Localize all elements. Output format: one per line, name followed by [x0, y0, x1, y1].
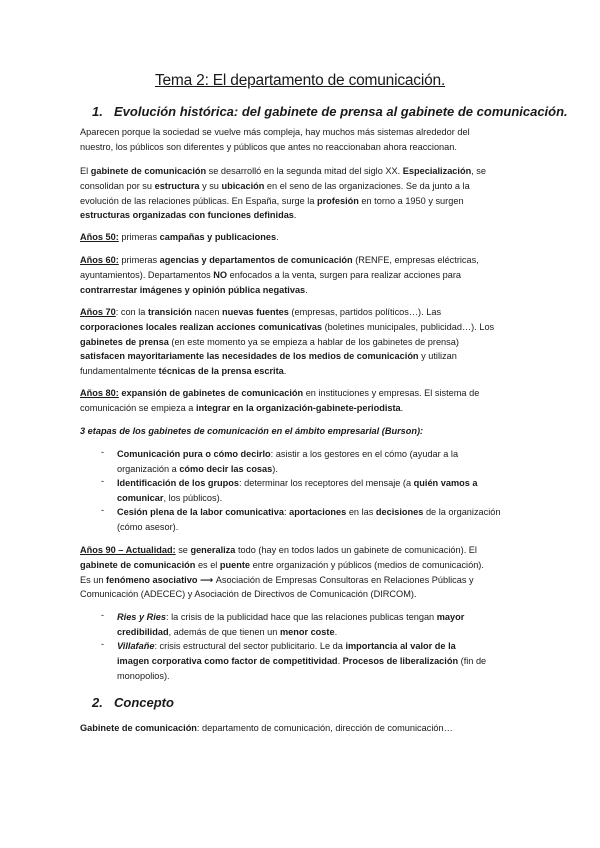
anos-50-label: Años 50:	[80, 232, 119, 242]
list-item-cesion-plena: Cesión plena de la labor comunicativa: aportaciones en las decisiones de la organización (cómo asesor).	[117, 507, 501, 532]
anos-70-label: Años 70	[80, 307, 116, 317]
anos-50-paragraph: Años 50: primeras campañas y publicaciones.	[80, 232, 279, 242]
section-2-number: 2.	[92, 695, 103, 710]
section-1-heading	[92, 104, 568, 119]
concepto-paragraph: Gabinete de comunicación: departamento de comunicación, dirección de comunicación…	[80, 723, 453, 733]
list-bullet: -	[101, 610, 105, 620]
page-title: Tema 2: El departamento de comunicación.	[154, 72, 446, 89]
anos-80-label: Años 80:	[80, 388, 119, 398]
anos-70-paragraph: Años 70: con la transición nacen nuevas fuentes (empresas, partidos políticos…). Las corporaciones locales realizan acciones comunicativas (boletines municipales, publicidad…). Los gabinetes de prensa (en este momento ya se empieza a hablar de los gabinetes de prensa) satisfacen mayoritariamente las necesidades de los medios de comunicación y utilizan fundamentalmente técnicas de la prensa escrita.	[80, 307, 495, 377]
section-2-heading	[92, 695, 174, 710]
list-bullet: -	[101, 639, 105, 649]
section-1-title: Evolución histórica: del gabinete de prensa al gabinete de comunicación.	[114, 104, 568, 119]
arrow-icon: ⟶	[197, 574, 216, 585]
anos-90-label: Años 90 – Actualidad:	[80, 545, 176, 555]
list-bullet: -	[101, 476, 105, 486]
anos-90-paragraph: Años 90 – Actualidad: se generaliza todo (hay en todos lados un gabinete de comunicación). El gabinete de comunicación es el puente entre organización y públicos (medios de comunicación). Es un fenómeno asociativo ⟶ Asociación de Empresas Consultoras en Relaciones Públicas y Comunicación (ADECEC) y Asociación de Directivos de Comunicación (DIRCOM).	[80, 545, 484, 600]
list-item-villafane: Villafañe: crisis estructural del sector publicitario. Le da importancia al valor de la imagen corporativa como factor de competitividad. Procesos de liberalización (fin de monopolios).	[117, 641, 487, 681]
gabinete-paragraph: El gabinete de comunicación se desarrolló en la segunda mitad del siglo XX. Especialización, se consolidan por su estructura y su ubicación en el seno de las organizaciones. Se da junto a la evolución de las relaciones públicas. En España, surge la profesión en torno a 1950 y surgen estructuras organizadas con funciones definidas.	[80, 166, 487, 221]
list-bullet: -	[101, 447, 105, 457]
list-item-comunicacion-pura: Comunicación pura o cómo decirlo: asistir a los gestores en el cómo (ayudar a la organización a cómo decir las cosas).	[117, 449, 459, 474]
anos-60-label: Años 60:	[80, 255, 119, 265]
list-item-ries-y-ries: Ries y Ries: la crisis de la publicidad hace que las relaciones publicas tengan mayor credibilidad, además de que tienen un menor coste.	[117, 612, 465, 637]
intro-paragraph: Aparecen porque la sociedad se vuelve más compleja, hay muchos más sistemas alrededor del nuestro, los públicos son diferentes y públicos que antes no reaccionaban ahora reaccionan.	[80, 127, 470, 152]
list-item-identificacion-grupos: Identificación de los grupos: determinar los receptores del mensaje (a quién vamos a comunicar, los públicos).	[117, 478, 478, 503]
list-bullet: -	[101, 505, 105, 515]
anos-60-paragraph: Años 60: primeras agencias y departamentos de comunicación (RENFE, empresas eléctricas, ayuntamientos). Departamentos NO enfocados a la venta, surgen para realizar acciones para contrarrestar imágenes y opinión pública negativas.	[80, 255, 479, 295]
section-2-title: Concepto	[114, 695, 174, 710]
section-1-number: 1.	[92, 104, 103, 119]
anos-80-paragraph: Años 80: expansión de gabinetes de comunicación en instituciones y empresas. El sistema de comunicación se empieza a integrar en la organización-gabinete-periodista.	[80, 388, 480, 413]
etapas-heading: 3 etapas de los gabinetes de comunicación en el ámbito empresarial (Burson):	[80, 426, 424, 436]
